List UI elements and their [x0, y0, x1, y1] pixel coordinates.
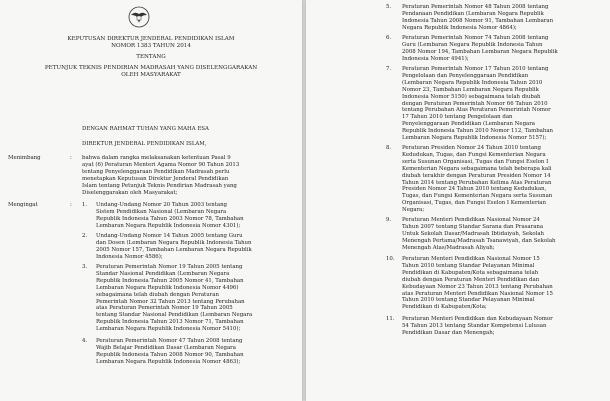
- item-num-8: 8.: [386, 145, 392, 151]
- official-title: DIREKTUR JENDERAL PENDIDIKAN ISLAM,: [82, 141, 207, 147]
- mengingat-colon: :: [70, 202, 72, 208]
- decree-number: NOMOR 1383 TAHUN 2014: [111, 43, 191, 49]
- item-5: Peraturan Pemerintah Nomor 48 Tahun 2008 tentang Pendanaan Pendidikan (Lembaran Negara Republik Indonesia Tahun 2008 Nomor 91, Tambahan Lembaran Negara Republik Indonesia Nomor 4864);: [402, 4, 554, 31]
- mengingat-item-3: Peraturan Pemerintah Nomor 19 Tahun 2005 tentang Standar Nasional Pendidikan (Lembaran Negara Republik Indonesia Tahun 2005 Nomor 41, Tambahan Lembaran Negara Republik Indonesia Nomor 4496) sebagaimana telah diubah dengan Peraturan Pemerintah Nomor 32 Tahun 2013 tentang Perubahan atas Peraturan Pemerintah Nomor 19 Tahun 2005 tentang Standar Nasional Pendidikan (Lembaran Negara Republik Indonesia Tahun 2013 Nomor 71, Tambahan Lembaran Negara Republik Indonesia Nomor 5410);: [96, 264, 253, 333]
- item-7: Peraturan Pemerintah Nomor 17 Tahun 2010 tentang Pengelolaan dan Penyelenggaraan Pendidikan (Lembaran Negara Republik Indonesia Tahun 2010 Nomor 23, Tambahan Lembaran Negara Republik Indonesia Nomor 5150) sebagaimana telah diubah dengan Peraturan Pemerintah Nomor 66 Tahun 2010 tentang Perubahan Atas Peraturan Pemerintah Nomor 17 Tahun 2010 tentang Pengelolaan dan Penyelenggaraan Pendidikan (Lembaran Negara Republik Indonesia Tahun 2010 Nomor 112, Tambahan Lembaran Negara Republik Indonesia Nomor 5157);: [402, 66, 554, 142]
- item-num-5: 5.: [386, 4, 392, 10]
- left-page: [0, 0, 302, 401]
- subject-line-2: OLEH MASYARAKAT: [121, 72, 181, 78]
- opening-phrase: DENGAN RAHMAT TUHAN YANG MAHA ESA: [82, 126, 209, 132]
- mengingat-num-1: 1.: [82, 202, 88, 208]
- item-num-10: 10.: [386, 256, 395, 262]
- item-9: Peraturan Menteri Pendidikan Nasional Nomor 24 Tahun 2007 tentang Standar Sarana dan Prasarana Untuk Sekolah Dasar/Madrasah Ibtidaiyah, Sekolah Menengah Pertama/Madrasah Tsanawiyah, dan Sekolah Menengah Atas/Madrasah Aliyah;: [402, 217, 556, 251]
- mengingat-label: Mengingat: [8, 202, 38, 208]
- menimbang-colon: :: [70, 155, 72, 161]
- menimbang-text: bahwa dalam rangka melaksanakan ketentuan Pasal 9 ayat (6) Peraturan Menteri Agama Nomor 90 Tahun 2013 tentang Penyelenggaraan Pendidikan Madrasah perlu menetapkan Keputusan Direktur Jenderal Pendidikan Islam tentang Petunjuk Teknis Pendirian Madrasah yang Diselenggarakan oleh Masyarakat;: [82, 155, 240, 196]
- mengingat-item-1: Undang-Undang Nomor 20 Tahun 2003 tentang Sistem Pendidikan Nasional (Lembaran Negara Republik Indonesia Tahun 2003 Nomor 78, Tambahan Lembaran Negara Republik Indonesia Nomor 4301);: [96, 202, 244, 229]
- item-10: Peraturan Menteri Pendidikan Nasional Nomor 15 Tahun 2010 tentang Standar Pelayanan Minimal Pendidikan di Kabupaten/Kota sebagaimana telah diubah dengan Peraturan Menteri Pendidikan dan Kebudayaan Nomor 23 Tahun 2013 tentang Perubahan atas Peraturan Menteri Pendidikan Nasional Nomor 15 Tahun 2010 tentang Standar Pelayanan Minimal Pendidikan di Kabupaten/Kota;: [402, 256, 553, 311]
- item-num-11: 11.: [386, 316, 395, 322]
- subject-line-1: PETUNJUK TEKNIS PENDIRIAN MADRASAH YANG DISELENGGARAKAN: [44, 65, 258, 71]
- mengingat-num-2: 2.: [82, 233, 88, 239]
- mengingat-item-4: Peraturan Pemerintah Nomor 47 Tahun 2008 tentang Wajib Belajar Pendidikan Dasar (Lembaran Negara Republik Indonesia Tahun 2008 Nomor 90, Tambahan Lembaran Negara Republik Indonesia Nomor 4863);: [96, 338, 244, 365]
- mengingat-item-2: Undang-Undang Nomor 14 Tahun 2005 tentang Guru dan Dosen (Lembaran Negara Republik Indonesia Tahun 2005 Nomor 157, Tambahan Lembaran Negara Republik Indonesia Nomor 4586);: [96, 233, 252, 260]
- item-6: Peraturan Pemerintah Nomor 74 Tahun 2008 tentang Guru (Lembaran Negara Republik Indonesia Tahun 2008 Nomor 194, Tambahan Lembaran Negara Republik Indonesia Nomor 4941);: [402, 35, 558, 62]
- tentang-label: TENTANG: [136, 54, 166, 60]
- item-8: Peraturan Presiden Nomor 24 Tahun 2010 tentang Kedudukan, Tugas, dan Fungsi Kementerian Negara serta Susunan Organisasi, Tugas dan Fungsi Eselon I Kementerian Negara sebagaimana telah beberapa kali diubah terakhir dengan Peraturan Presiden Nomor 14 Tahun 2014 tentang Perubahan Kelima Atas Peraturan Presiden Nomor 24 Tahun 2010 tentang Kedudukan, Tugas, dan Fungsi Kementerian Negara serta Susunan Organisasi, Tugas, dan Fungsi Eselon I Kementerian Negara;: [402, 145, 553, 214]
- garuda-emblem-icon: [128, 6, 150, 28]
- item-num-7: 7.: [386, 66, 392, 72]
- mengingat-num-4: 4.: [82, 338, 88, 344]
- mengingat-num-3: 3.: [82, 264, 88, 270]
- item-11: Peraturan Menteri Pendidikan dan Kebudayaan Nomor 54 Tahun 2013 tentang Standar Kompetensi Lulusan Pendidikan Dasar dan Menengah;: [402, 316, 553, 336]
- right-page: [306, 0, 610, 401]
- menimbang-label: Menimbang: [8, 155, 41, 161]
- item-num-9: 9.: [386, 217, 392, 223]
- item-num-6: 6.: [386, 35, 392, 41]
- decree-title: KEPUTUSAN DIREKTUR JENDERAL PENDIDIKAN ISLAM: [67, 36, 235, 42]
